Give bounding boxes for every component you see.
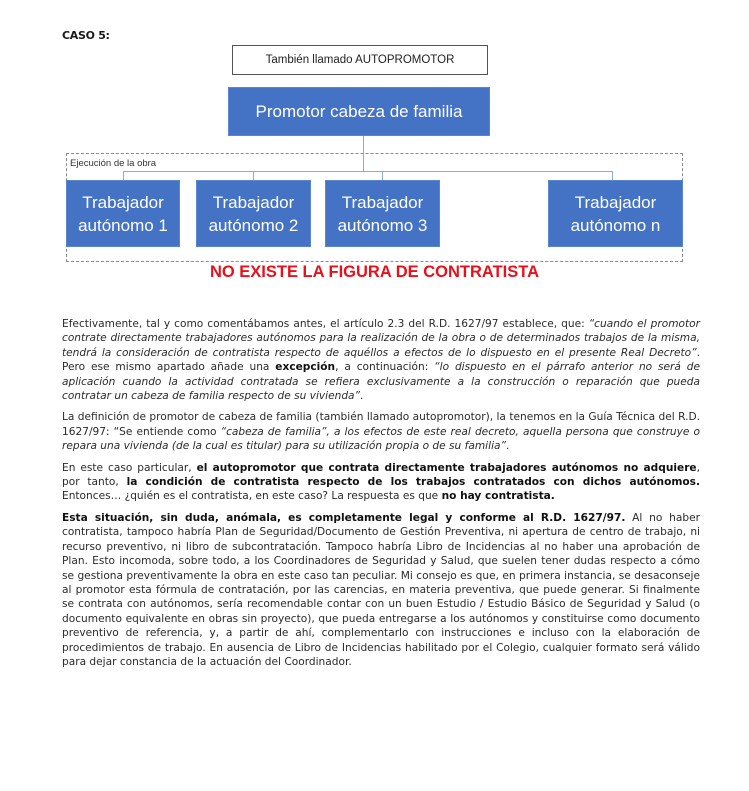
paragraph-4: [62, 511, 700, 669]
paragraph-3: [62, 461, 700, 504]
connector-horizontal: [123, 171, 613, 172]
text: , a continuación:: [335, 361, 435, 374]
worker-node: [325, 180, 440, 247]
worker-line1: Trabajador: [212, 192, 295, 212]
execution-label: Ejecución de la obra: [70, 158, 157, 169]
quote: “lo dispuesto en el párrafo anterior no será de aplicación cuando la actividad contratada se refiera exclusivamente a la construcción o reparación que pueda contratar un cabeza de familia respecto de su vivienda”: [62, 361, 701, 403]
emphasis: la condición de contratista respecto de los trabajos contratados con dichos autónomos.: [126, 476, 700, 489]
worker-line2: autónomo 2: [208, 215, 299, 235]
connector-vertical: [363, 136, 364, 171]
text: En este caso particular,: [62, 461, 197, 474]
worker-line2: autónomo 3: [337, 215, 428, 235]
text: , por tanto,: [62, 461, 700, 489]
document-body: [62, 317, 700, 676]
case-heading: CASO 5:: [62, 29, 110, 42]
text: Efectivamente, tal y como comentábamos antes, el artículo 2.3 del R.D. 1627/97 establece, que:: [62, 318, 589, 330]
connector-drop: [253, 171, 254, 180]
worker-line1: Trabajador: [82, 192, 164, 212]
text: .: [506, 440, 510, 453]
text: .: [360, 390, 364, 403]
paragraph-2: [62, 410, 700, 453]
promotor-label: Promotor cabeza de familia: [255, 101, 463, 121]
quote: “cuando el promotor contrate directamente trabajadores autónomos para la realización de la obra o de determinados trabajos de la misma, tendrá la consideración de contratista respecto de aquéllos a efectos de lo dispuesto en el presente Real Decreto”: [62, 318, 700, 359]
alias-label: También llamado AUTOPROMOTOR: [265, 54, 455, 66]
worker-node: [548, 180, 683, 247]
worker-line2: autónomo 1: [78, 215, 168, 235]
worker-line2: autónomo n: [570, 215, 661, 235]
warning-text: NO EXISTE LA FIGURA DE CONTRATISTA: [209, 263, 540, 281]
emphasis: no hay contratista.: [441, 490, 555, 503]
alias-box: [232, 45, 488, 75]
emphasis: Esta situación, sin duda, anómala, es completamente legal y conforme al R.D. 1627/97.: [62, 511, 626, 524]
paragraph-1: [62, 317, 700, 403]
text: . Pero ese mismo apartado añade una: [62, 346, 700, 374]
connector-drop: [123, 171, 124, 180]
connector-drop: [612, 171, 613, 180]
worker-line1: Trabajador: [574, 192, 657, 212]
connector-drop: [382, 171, 383, 180]
quote: “cabeza de familia”, a los efectos de este real decreto, aquella persona que construye o repara una vivienda (de la cual es titular) para su utilización propia o de su familia”: [62, 425, 700, 453]
worker-line1: Trabajador: [341, 192, 424, 212]
emphasis: excepción: [275, 361, 336, 374]
worker-node: [196, 180, 311, 247]
text: Al no haber contratista, tampoco habría Plan de Seguridad/Documento de Gestión Preventiva, ni apertura de centro de trabajo, ni recurso preventivo, ni libro de subcontratación. Tampoco habría Libro de Incidencias al no haber una aprobación de Plan. Esto incomoda, sobre todo, a los Coordinadores de Seguridad y Salud, que suelen tener dudas respecto a cómo se gestiona preventivamente la obra en este caso tan peculiar. Mi consejo es que, en primera instancia, se desaconseje al promotor esta fórmula de contratación, por las carencias, en materia preventiva, que puede generar. Si finalmente se contrata con autónomos, sería recomendable contar con un buen Estudio / Estudio Básico de Seguridad y Salud (o documento equivalente en obras sin proyecto), que pueda entregarse a los autónomos y constituirse como documento preventivo de referencia, y, a partir de ahí, complementarlo con instrucciones e incluso con la elaboración de procedimientos de trabajo. En ausencia de Libro de Incidencias habilitado por el Colegio, cualquier formato será válido para dejar constancia de la actuación del Coordinador.: [62, 511, 700, 668]
emphasis: el autopromotor que contrata directamente trabajadores autónomos no adquiere: [196, 461, 697, 474]
promotor-node: [228, 87, 490, 136]
worker-node: [66, 180, 180, 247]
text: La definición de promotor de cabeza de familia (también llamado autopromotor), la tenemos en la Guía Técnica del R.D. 1627/97: “Se entiende como: [62, 411, 700, 438]
text: Entonces… ¿quién es el contratista, en este caso? La respuesta es que: [62, 490, 442, 503]
